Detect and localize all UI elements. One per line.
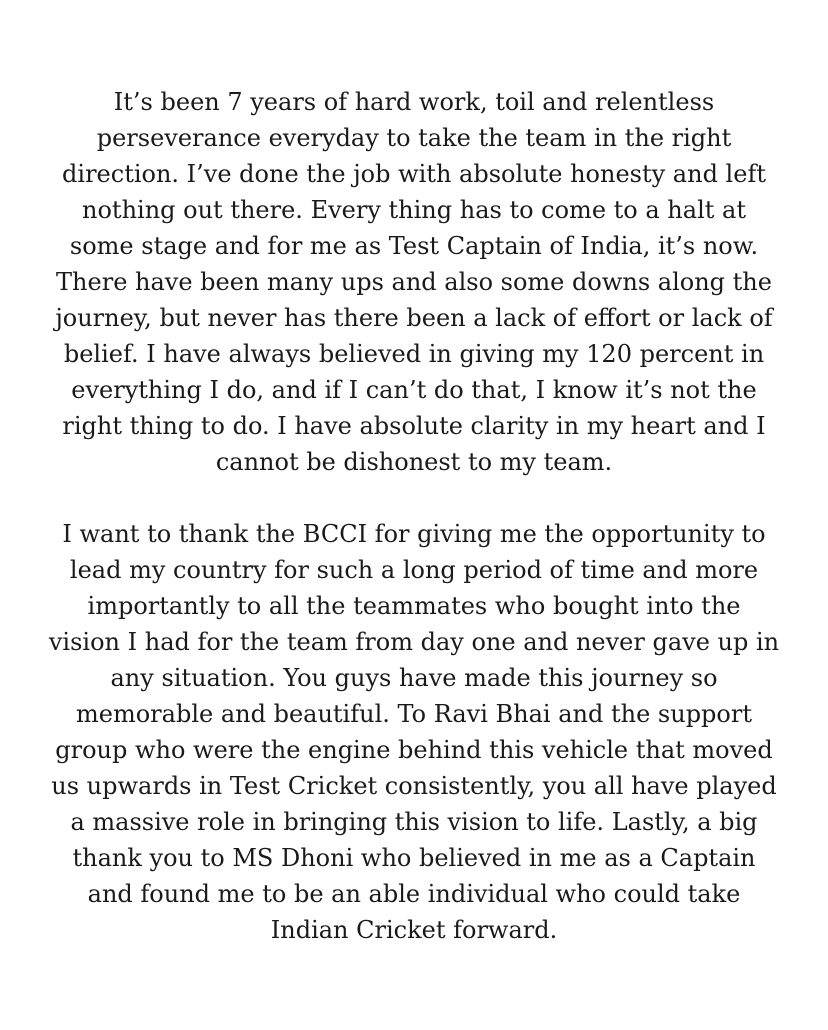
paragraph-1-line-10: right thing to do. I have absolute clarity in my heart and I	[62, 412, 766, 440]
paragraph-2-line-11: and found me to be an able individual who could take	[87, 880, 741, 908]
paragraph-2-line-2: lead my country for such a long period of time and more	[69, 556, 759, 584]
paragraph-2-line-4: vision I had for the team from day one and never gave up in	[48, 628, 780, 656]
paragraph-1-line-6: There have been many ups and also some downs along the	[56, 268, 772, 296]
paragraph-2-line-3: importantly to all the teammates who bought into the	[87, 592, 741, 620]
paragraph-2-line-10: thank you to MS Dhoni who believed in me as a Captain	[72, 844, 756, 872]
paragraph-1-line-11: cannot be dishonest to my team.	[215, 448, 613, 476]
paragraph-1-line-2: perseverance everyday to take the team in the right	[96, 124, 732, 152]
paragraph-2-line-5: any situation. You guys have made this journey so	[110, 664, 718, 692]
statement-text	[34, 84, 794, 948]
paragraph-2-line-9: a massive role in bringing this vision to life. Lastly, a big	[70, 808, 758, 836]
paragraph-2-line-1: I want to thank the BCCI for giving me the opportunity to	[62, 520, 766, 548]
paragraph-2-line-12: Indian Cricket forward.	[270, 916, 558, 944]
statement-paragraph-1	[34, 84, 794, 480]
statement-paragraph-2	[34, 516, 794, 948]
paragraph-2-line-8: us upwards in Test Cricket consistently, you all have played	[51, 772, 777, 800]
paragraph-1-line-5: some stage and for me as Test Captain of India, it’s now.	[69, 232, 759, 260]
paragraph-1-line-4: nothing out there. Every thing has to come to a halt at	[82, 196, 746, 224]
paragraph-1-line-3: direction. I’ve done the job with absolute honesty and left	[62, 160, 766, 188]
paragraph-1-line-1: It’s been 7 years of hard work, toil and relentless	[113, 88, 715, 116]
paragraph-2-line-7: group who were the engine behind this vehicle that moved	[55, 736, 773, 764]
paragraph-1-line-7: journey, but never has there been a lack of effort or lack of	[55, 304, 773, 332]
paragraph-2-line-6: memorable and beautiful. To Ravi Bhai and the support	[76, 700, 752, 728]
paragraph-1-line-9: everything I do, and if I can’t do that, I know it’s not the	[71, 376, 757, 404]
paragraph-1-line-8: belief. I have always believed in giving my 120 percent in	[63, 340, 765, 368]
